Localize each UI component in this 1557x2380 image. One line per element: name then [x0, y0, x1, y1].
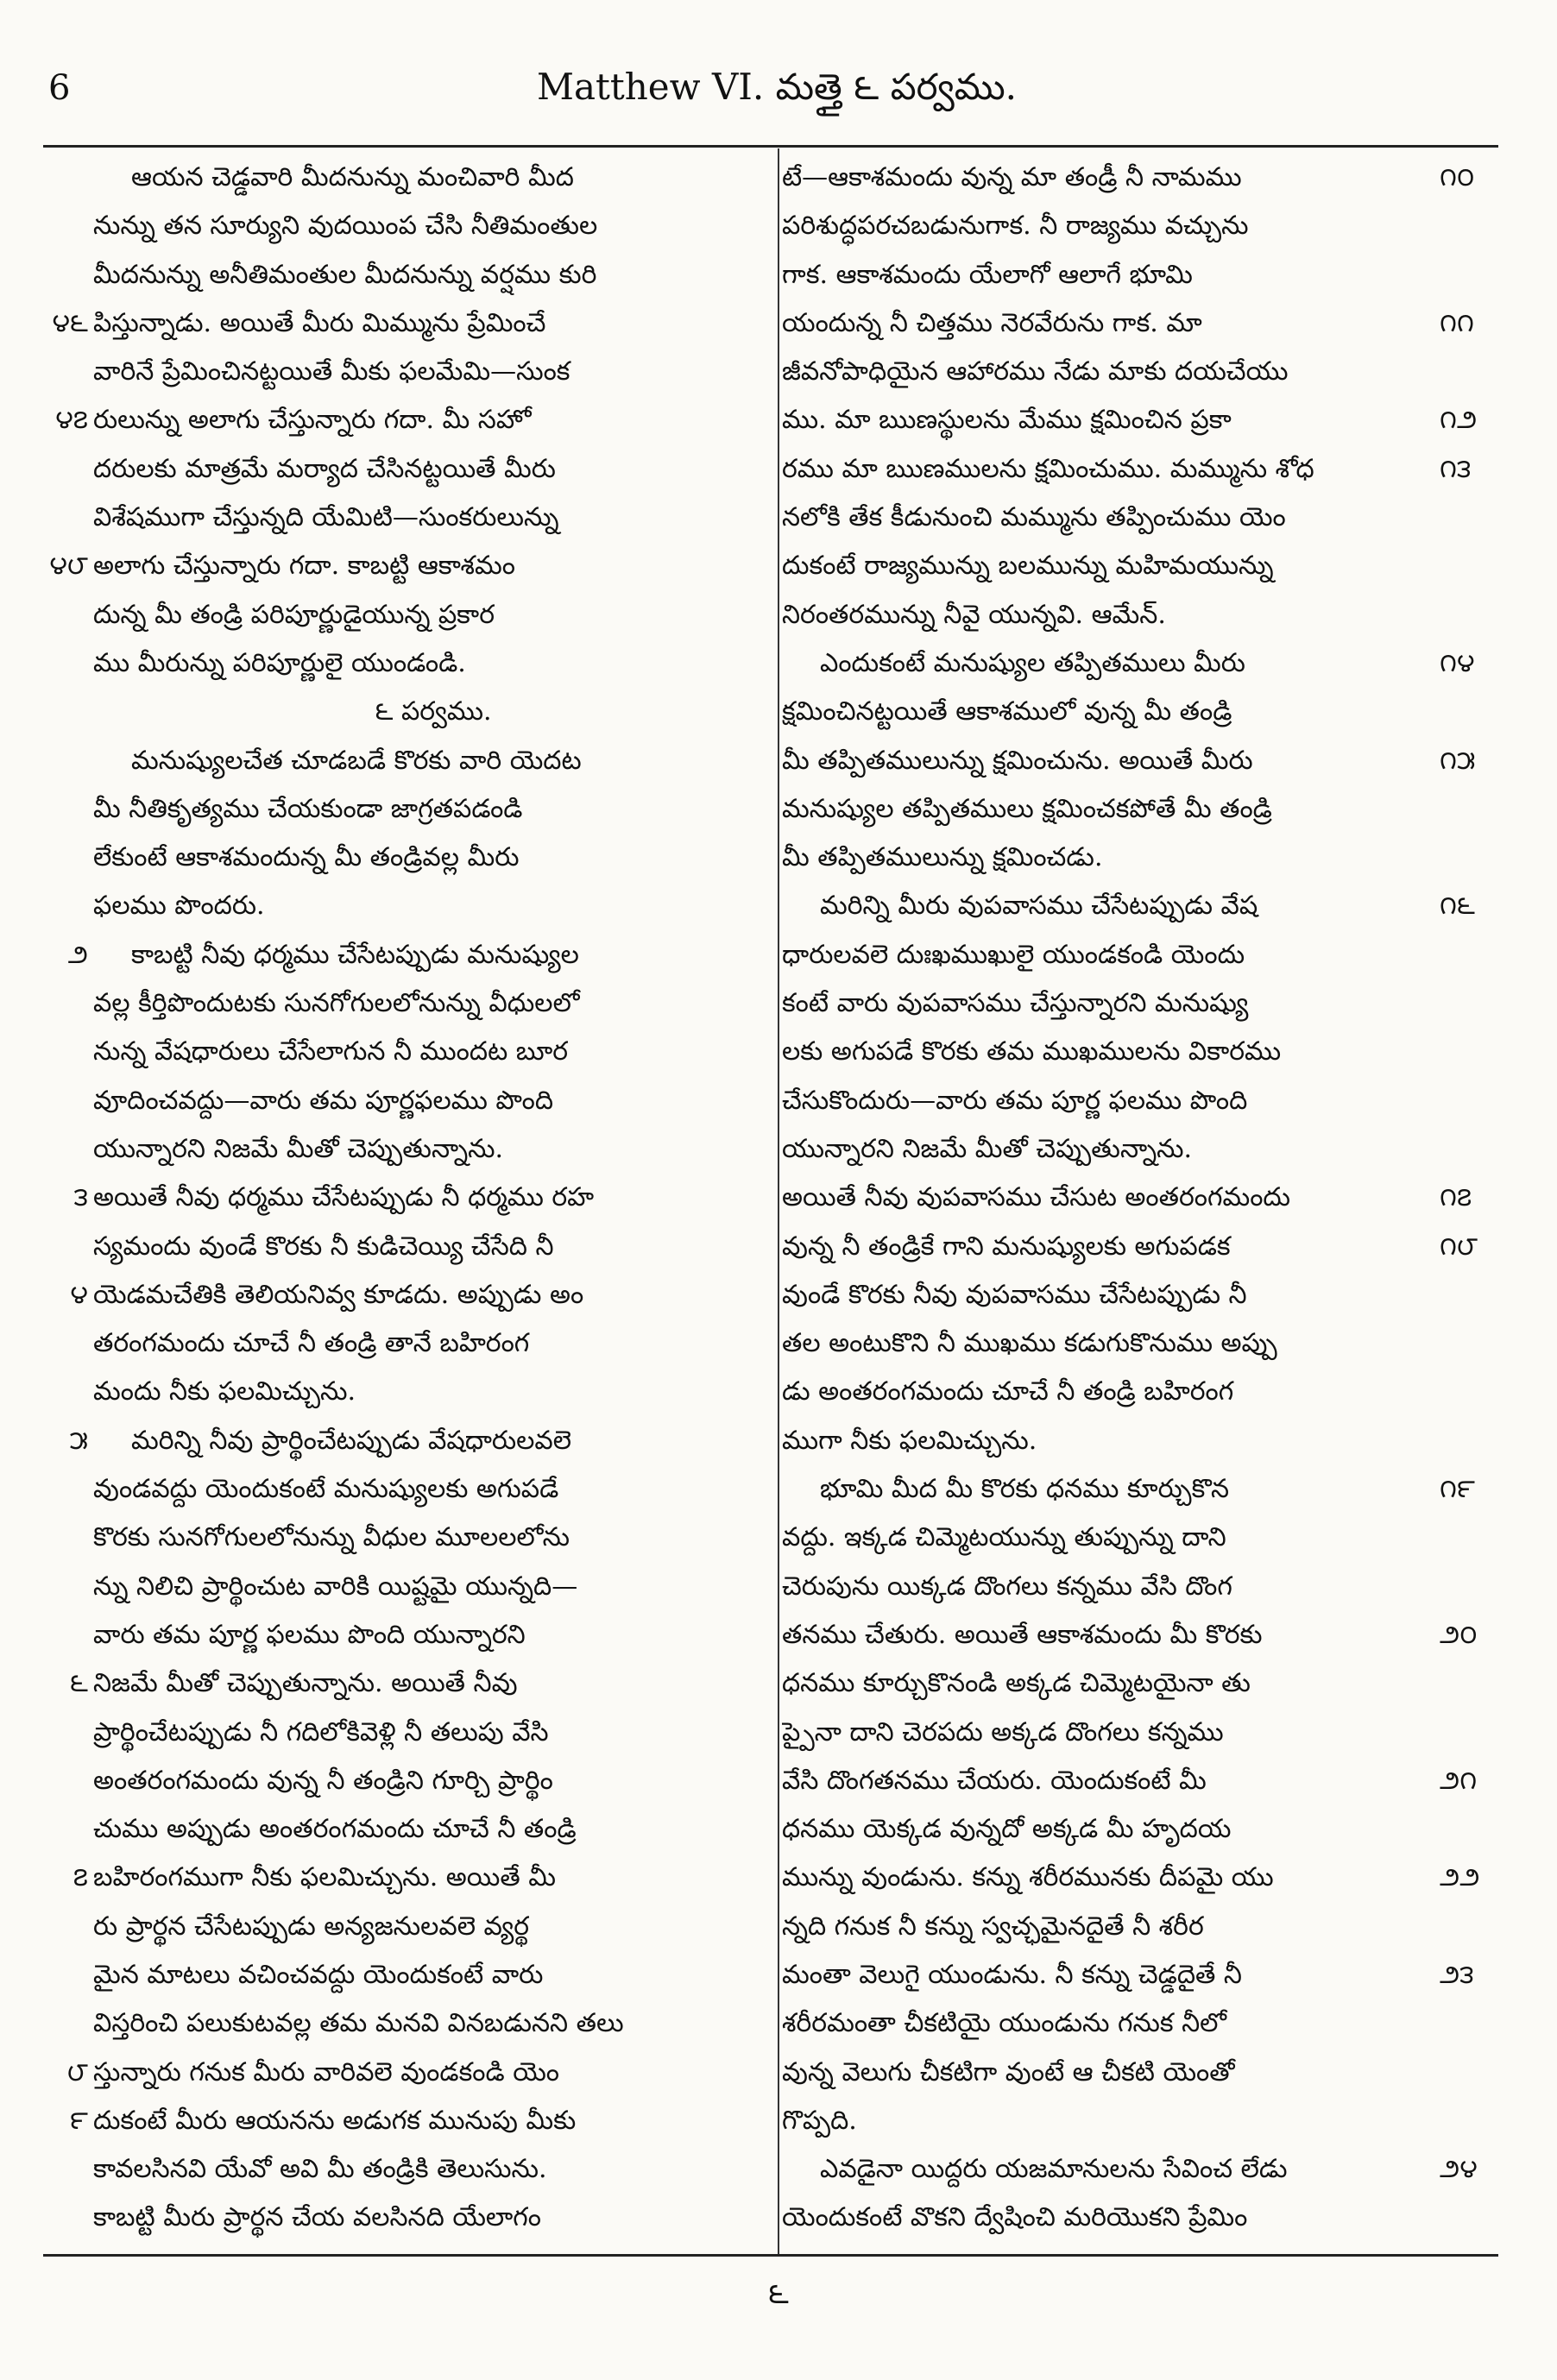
text-line — [782, 1465, 1498, 1514]
text-line — [782, 1174, 1498, 1222]
text-line — [782, 1077, 1498, 1125]
verse-number: ౨౪ — [1440, 2154, 1478, 2185]
verse-number: ౧౭ — [1440, 1182, 1472, 1213]
text-line — [43, 1174, 773, 1222]
line-text: ఎందుకంటే మనుష్యుల తప్పితములు మీరు — [820, 647, 1245, 678]
line-text: ఆయన చెడ్డవారి మీదనున్ను మంచివారి మీద — [131, 162, 574, 192]
text-line — [782, 1903, 1498, 1951]
text-line — [782, 202, 1498, 250]
line-text: అయితే నీవు ధర్మము చేసేటప్పుడు నీ ధర్మము రహ — [93, 1182, 595, 1213]
line-text: డు అంతరంగమందు చూచే నీ తండ్రి బహిరంగ — [782, 1376, 1234, 1407]
line-text: నిరంతరమున్ను నీవై యున్నవి. ఆమేన్. — [782, 599, 1166, 630]
line-text: లేకుంటే ఆకాశమందున్న మీ తండ్రివల్ల మీరు — [93, 842, 520, 873]
text-line — [43, 1125, 773, 1174]
footer-rule — [43, 2254, 1498, 2257]
text-line — [43, 737, 773, 785]
line-text: టే—ఆకాశమందు వున్న మా తండ్రీ నీ నామము — [782, 162, 1242, 192]
text-line — [43, 1611, 773, 1659]
text-line — [782, 1125, 1498, 1174]
text-line — [43, 202, 773, 250]
line-text: యున్నారని నిజమే మీతో చెప్పుతున్నాను. — [93, 1133, 504, 1164]
verse-number: ౨౦ — [1440, 1619, 1478, 1650]
text-line — [782, 591, 1498, 639]
line-text: రు ప్రార్థన చేసేటప్పుడు అన్యజనులవలె వ్యర్థ — [93, 1911, 530, 1942]
line-text: చుము అప్పుడు అంతరంగమందు చూచే నీ తండ్రి — [93, 1814, 577, 1845]
line-text: యున్నారని నిజమే మీతో చెప్పుతున్నాను. — [782, 1133, 1193, 1164]
text-line — [43, 1854, 773, 1902]
text-line — [782, 1563, 1498, 1611]
line-text: అయితే నీవు వుపవాసము చేసుట అంతరంగమందు — [782, 1182, 1290, 1213]
text-line — [782, 1999, 1498, 2048]
line-text: రము మా ఋణములను క్షమించుము. మమ్మును శోధ — [782, 453, 1314, 484]
signature-mark: ౬ — [768, 2276, 789, 2311]
column-divider — [778, 148, 779, 2254]
text-line — [43, 445, 773, 494]
line-text: నిజమే మీతో చెప్పుతున్నాను. అయితే నీవు — [93, 1668, 518, 1699]
text-line — [782, 1514, 1498, 1562]
text-line — [782, 834, 1498, 882]
line-text: కావలసినవి యేవో అవి మీ తండ్రికి తెలుసును. — [93, 2154, 547, 2185]
line-text: వేసి దొంగతనము చేయరు. యెందుకంటే మీ — [782, 1765, 1207, 1796]
page-number: 6 — [48, 68, 71, 108]
line-text: మంతా వెలుగై యుండును. నీ కన్ను చెడ్డదైతే నీ — [782, 1959, 1242, 1990]
text-line — [782, 1223, 1498, 1271]
line-text: భూమి మీద మీ కొరకు ధనము కూర్చుకొన — [820, 1474, 1230, 1505]
line-text: క్షమించినట్టయితే ఆకాశములో వున్న మీ తండ్రి — [782, 696, 1232, 727]
text-line — [43, 1999, 773, 2048]
text-line — [782, 1271, 1498, 1319]
text-line — [43, 1563, 773, 1611]
verse-number: ౯ — [70, 2105, 88, 2136]
line-text: మీ నీతికృత్యము చేయకుండా జాగ్రతపడండి — [93, 793, 523, 824]
text-line — [43, 1417, 773, 1465]
text-line — [782, 494, 1498, 542]
chapter-heading — [43, 688, 773, 736]
line-text: న్నది గనుక నీ కన్ను స్వచ్ఛమైనదైతే నీ శరీర — [782, 1911, 1204, 1942]
verse-number: ౧౫ — [1440, 745, 1476, 776]
line-text: వారినే ప్రేమించినట్టయితే మీకు ఫలమేమి—సుంక — [93, 356, 570, 387]
line-text: విశేషముగా చేస్తున్నది యేమిటి—సుంకరులున్ను — [93, 502, 559, 533]
line-text: చేసుకొందురు—వారు తమ పూర్ణ ఫలము పొంది — [782, 1085, 1248, 1116]
text-line — [782, 1951, 1498, 1999]
line-text: కాబట్టి మీరు ప్రార్థన చేయ వలసినది యేలాగం — [93, 2202, 542, 2233]
verse-number: ౮ — [66, 2056, 88, 2087]
text-line — [782, 2049, 1498, 2097]
line-text: బహిరంగముగా నీకు ఫలమిచ్చును. అయితే మీ — [93, 1862, 556, 1893]
text-line — [782, 979, 1498, 1028]
header-rule — [43, 145, 1498, 148]
text-line — [782, 1319, 1498, 1368]
line-text: ము. మా ఋణస్థులను మేము క్షమించిన ప్రకా — [782, 405, 1232, 436]
line-text: వుండే కొరకు నీవు వుపవాసము చేసేటప్పుడు నీ — [782, 1279, 1247, 1310]
verse-number: ౧౧ — [1440, 307, 1474, 338]
line-text: మైన మాటలు వచించవద్దు యెందుకంటే వారు — [93, 1959, 544, 1990]
line-text: యందున్న నీ చిత్తము నెరవేరును గాక. మా — [782, 307, 1202, 338]
line-text: నలోకి తేక కీడునుంచి మమ్మును తప్పించుము యెం — [782, 502, 1286, 533]
line-text: గాక. ఆకాశమందు యేలాగో ఆలాగే భూమి — [782, 259, 1193, 290]
text-line — [782, 445, 1498, 494]
verse-number: ౬ — [70, 1668, 88, 1699]
text-line — [782, 1659, 1498, 1708]
text-line — [782, 2145, 1498, 2194]
line-text: జీవనోపాధియైన ఆహారము నేడు మాకు దయచేయు — [782, 356, 1289, 387]
text-line — [782, 1805, 1498, 1854]
line-text: శరీరమంతా చీకటియై యుండును గనుక నీలో — [782, 2008, 1227, 2039]
text-line — [782, 882, 1498, 930]
left-column — [43, 154, 773, 2251]
line-text: మరిన్ని నీవు ప్రార్థించేటప్పుడు వేషధారులవలె — [131, 1425, 571, 1456]
verse-number: ౨ — [67, 939, 88, 970]
text-line — [782, 348, 1498, 396]
text-line — [43, 1805, 773, 1854]
verse-number: ౪౬ — [52, 307, 88, 338]
text-line — [43, 2194, 773, 2242]
verse-number: ౨౩ — [1440, 1959, 1474, 1990]
text-line — [43, 1757, 773, 1805]
line-text: వున్న నీ తండ్రికే గాని మనుష్యులకు అగుపడక — [782, 1231, 1231, 1262]
text-line — [782, 639, 1498, 688]
verse-number: ౧౪ — [1440, 647, 1475, 678]
text-line — [782, 931, 1498, 979]
verse-number: ౪౮ — [49, 551, 88, 582]
verse-number: ౧౯ — [1440, 1474, 1475, 1505]
text-line — [43, 1465, 773, 1514]
text-line — [43, 979, 773, 1028]
text-line — [43, 251, 773, 299]
text-line — [782, 737, 1498, 785]
verse-number: ౧౩ — [1440, 453, 1472, 484]
text-line — [782, 2097, 1498, 2145]
text-line — [43, 2097, 773, 2145]
text-line — [43, 785, 773, 834]
line-text: మున్ను వుండును. కన్ను శరీరమునకు దీపమై యు — [782, 1862, 1274, 1893]
text-line — [782, 1709, 1498, 1757]
line-text: వుండవద్దు యెందుకంటే మనుష్యులకు అగుపడే — [93, 1474, 559, 1505]
line-text: మీ తప్పితములున్ను క్షమించును. అయితే మీరు — [782, 745, 1253, 776]
text-line — [43, 1709, 773, 1757]
text-line — [43, 494, 773, 542]
text-line — [782, 1368, 1498, 1416]
line-text: మీ తప్పితములున్ను క్షమించడు. — [782, 842, 1103, 873]
text-line — [782, 785, 1498, 834]
text-line — [782, 251, 1498, 299]
verse-number: ౭ — [72, 1862, 88, 1893]
line-text: కొరకు సునగోగులలోనున్ను వీధుల మూలలలోను — [93, 1522, 570, 1553]
line-text: స్యమందు వుండే కొరకు నీ కుడిచెయ్యి చేసేది నీ — [93, 1231, 554, 1262]
verse-number: ౩ — [73, 1182, 88, 1213]
text-line — [782, 154, 1498, 202]
text-line — [43, 154, 773, 202]
line-text: వారు తమ పూర్ణ ఫలము పొంది యున్నారని — [93, 1619, 526, 1650]
text-line — [43, 1514, 773, 1562]
line-text: మనుష్యుల తప్పితములు క్షమించకపోతే మీ తండ్రి — [782, 793, 1272, 824]
verse-number: ౨౧ — [1440, 1765, 1478, 1796]
line-text: ఫలము పొందరు. — [93, 891, 265, 922]
line-text: మరిన్ని మీరు వుపవాసము చేసేటప్పుడు వేష — [820, 891, 1258, 922]
line-text: దుకంటే మీరు ఆయనను అడుగక మునుపు మీకు — [93, 2105, 577, 2136]
line-text: న్ను నిలిచి ప్రార్థించుట వారికి యిష్టమై యున్నది— — [93, 1571, 578, 1602]
line-text: ఎవడైనా యిద్దరు యజమానులను సేవించ లేడు — [820, 2154, 1288, 2185]
text-line — [43, 834, 773, 882]
text-line — [782, 1028, 1498, 1076]
text-line — [43, 1368, 773, 1416]
text-line — [43, 591, 773, 639]
line-text: చెరుపును యిక్కడ దొంగలు కన్నము వేసి దొంగ — [782, 1571, 1232, 1602]
line-text: వున్న వెలుగు చీకటిగా వుంటే ఆ చీకటి యెంతో — [782, 2056, 1235, 2087]
verse-number: ౪ — [70, 1279, 88, 1310]
text-line — [43, 1028, 773, 1076]
line-text: తరంగమందు చూచే నీ తండ్రి తానే బహిరంగ — [93, 1328, 530, 1359]
line-text: దున్న మీ తండ్రి పరిపూర్ణుడైయున్న ప్రకార — [93, 599, 495, 630]
text-line — [43, 882, 773, 930]
text-line — [782, 1611, 1498, 1659]
line-text: ము మీరున్ను పరిపూర్ణులై యుండండి. — [93, 647, 466, 678]
line-text: అలాగు చేస్తున్నారు గదా. కాబట్టి ఆకాశమం — [93, 551, 515, 582]
line-text: పరిశుద్ధపరచబడునుగాక. నీ రాజ్యము వచ్చును — [782, 211, 1249, 242]
line-text: ధారులవలె దుఃఖముఖులై యుండకండి యెందు — [782, 939, 1245, 970]
text-line — [782, 299, 1498, 348]
text-line — [43, 1077, 773, 1125]
line-text: దుకంటే రాజ్యమున్ను బలమున్ను మహిమయున్ను — [782, 551, 1274, 582]
right-column — [782, 154, 1498, 2251]
line-text: గొప్పది. — [782, 2105, 857, 2136]
text-line — [43, 542, 773, 590]
text-line — [782, 396, 1498, 444]
text-line — [43, 1951, 773, 1999]
text-line — [43, 931, 773, 979]
line-text: ప్పైనా దాని చెరపదు అక్కడ దొంగలు కన్నము — [782, 1716, 1224, 1747]
line-text: యెందుకంటే వొకని ద్వేషించి మరియొకని ప్రేమిం — [782, 2202, 1248, 2233]
text-line — [43, 1319, 773, 1368]
line-text: కాబట్టి నీవు ధర్మము చేసేటప్పుడు మనుష్యుల — [131, 939, 579, 970]
text-line — [782, 542, 1498, 590]
line-text: వూదించవద్దు—వారు తమ పూర్ణఫలము పొంది — [93, 1085, 554, 1116]
verse-number: ౧౬ — [1440, 891, 1475, 922]
line-text: మీదనున్ను అనీతిమంతుల మీదనున్ను వర్షము కురి — [93, 259, 597, 290]
text-line — [782, 688, 1498, 736]
line-text: దరులకు మాత్రమే మర్యాద చేసినట్టయితే మీరు — [93, 453, 556, 484]
line-text: ముగా నీకు ఫలమిచ్చును. — [782, 1425, 1037, 1456]
line-text: తల అంటుకొని నీ ముఖము కడుగుకొనుము అప్పు — [782, 1328, 1277, 1359]
line-text: ప్రార్థించేటప్పుడు నీ గదిలోకివెళ్లి నీ తలుపు వేసి — [93, 1716, 549, 1747]
line-text: నున్న వేషధారులు చేసేలాగున నీ ముందట బూర — [93, 1036, 569, 1067]
line-text: అంతరంగమందు వున్న నీ తండ్రిని గూర్చి ప్రార్థిం — [93, 1765, 553, 1796]
line-text: రులున్ను అలాగు చేస్తున్నారు గదా. మీ సహో — [93, 405, 532, 436]
verse-number: ౫ — [69, 1425, 88, 1456]
verse-number: ౧౨ — [1440, 405, 1478, 436]
text-line — [43, 1223, 773, 1271]
text-line — [782, 1757, 1498, 1805]
line-text: పిస్తున్నాడు. అయితే మీరు మిమ్మును ప్రేమించే — [93, 307, 546, 338]
line-text: ధనము కూర్చుకొనండి అక్కడ చిమ్మెటయైనా తు — [782, 1668, 1251, 1699]
verse-number: ౨౨ — [1440, 1862, 1480, 1893]
verse-number: ౧౮ — [1440, 1231, 1478, 1262]
running-title: Matthew VI. మత్తై ౬ పర్వము. — [536, 66, 1018, 108]
verse-number: ౪౭ — [55, 405, 88, 436]
text-line — [43, 299, 773, 348]
text-line — [43, 2145, 773, 2194]
line-text: వద్దు. ఇక్కడ చిమ్మెటయున్ను తుప్పున్ను దాని — [782, 1522, 1226, 1553]
text-line — [43, 1271, 773, 1319]
text-line — [43, 1659, 773, 1708]
line-text: కంటే వారు వుపవాసము చేస్తున్నారని మనుష్యు — [782, 988, 1249, 1019]
verse-number: ౧౦ — [1440, 162, 1475, 192]
line-text: ధనము యెక్కడ వున్నదో అక్కడ మీ హృదయ — [782, 1814, 1232, 1845]
text-line — [43, 639, 773, 688]
text-line — [43, 396, 773, 444]
text-line — [43, 2049, 773, 2097]
line-text: స్తున్నారు గనుక మీరు వారివలె వుండకండి యెం — [93, 2056, 559, 2087]
line-text: ౬ పర్వము. — [375, 696, 492, 727]
line-text: వల్ల కీర్తిపొందుటకు సునగోగులలోనున్ను వీధులలో — [93, 988, 580, 1019]
text-line — [43, 348, 773, 396]
line-text: మందు నీకు ఫలమిచ్చును. — [93, 1376, 356, 1407]
line-text: విస్తరించి పలుకుటవల్ల తమ మనవి వినబడునని తలు — [93, 2008, 624, 2039]
line-text: నున్ను తన సూర్యుని వుదయింప చేసి నీతిమంతుల — [93, 211, 598, 242]
line-text: మనుష్యులచేత చూడబడే కొరకు వారి యెదట — [131, 745, 582, 776]
text-line — [43, 1903, 773, 1951]
text-line — [782, 1854, 1498, 1902]
line-text: యెడమచేతికి తెలియనివ్వ కూడదు. అప్పుడు అం — [93, 1279, 584, 1310]
text-line — [782, 1417, 1498, 1465]
line-text: తనము చేతురు. అయితే ఆకాశమందు మీ కొరకు — [782, 1619, 1263, 1650]
text-line — [782, 2194, 1498, 2242]
line-text: లకు అగుపడే కొరకు తమ ముఖములను వికారము — [782, 1036, 1282, 1067]
